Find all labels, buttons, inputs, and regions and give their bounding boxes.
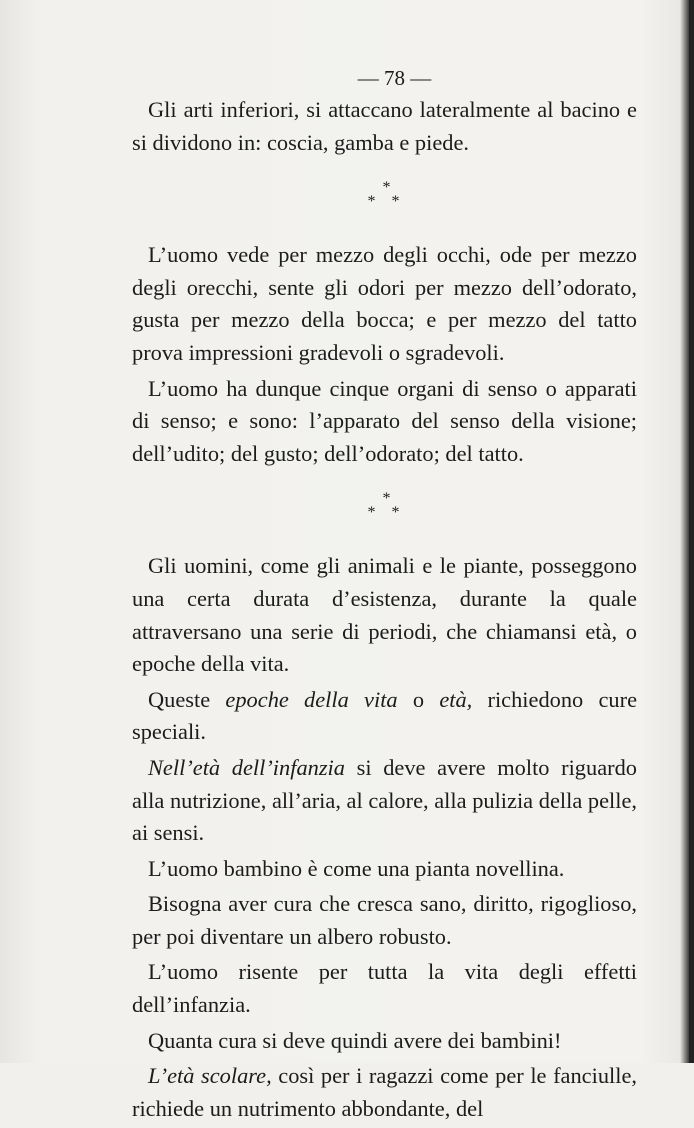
italic-phrase: Nell’età dell’infanzia xyxy=(148,754,345,780)
asterism-top: * xyxy=(382,490,391,508)
paragraph: L’uomo ha dunque cinque organi di senso o apparati di senso; e sono: l’apparato del senso della visione; dell’udito; del gusto; dell’odorato; del tatto. xyxy=(132,375,637,466)
asterism-divider xyxy=(132,492,637,520)
paragraph: Gli arti inferiori, si attaccano lateralmente al bacino e si dividono in: coscia, gamba e piede. xyxy=(132,97,637,155)
asterism-bottom: * * xyxy=(367,504,406,522)
italic-phrase: epoche della vita xyxy=(225,686,398,712)
paragraph xyxy=(132,752,637,850)
text-run: o xyxy=(397,686,440,712)
paragraph: L’uomo risente per tutta la vita degli effetti dell’infanzia. xyxy=(132,959,637,1018)
text-run: Queste xyxy=(148,686,226,712)
text-run: così per i ragazzi come per le fanciulle, richiede un nutrimento abbondante, del xyxy=(132,1063,637,1121)
paragraph: L’uomo bambino è come una pianta novellina. xyxy=(148,855,565,881)
page-number: — 78 — xyxy=(357,66,432,90)
text-run: si deve avere molto riguardo alla nutrizione, all’aria, al calore, alla pulizia della pelle, ai sensi. xyxy=(132,754,637,846)
paragraph xyxy=(132,1060,637,1125)
text-run: richiedono cure speciali. xyxy=(132,686,638,745)
italic-phrase: L’età scolare, xyxy=(148,1063,272,1089)
page-edge xyxy=(689,0,694,1063)
page-text xyxy=(132,62,637,1128)
asterism-top: * xyxy=(382,179,391,197)
paragraph: L’uomo vede per mezzo degli occhi, ode per mezzo degli orecchi, sente gli odori per mezzo dell’odorato, gusta per mezzo della bocca; e per mezzo del tatto prova impressioni gradevoli o sgradevoli. xyxy=(132,242,637,365)
asterism-bottom: * * xyxy=(367,193,406,211)
paragraph: Quanta cura si deve quindi avere dei bambini! xyxy=(148,1027,562,1053)
asterism-divider xyxy=(132,181,637,209)
paragraph xyxy=(132,684,637,749)
italic-phrase: età, xyxy=(439,686,473,712)
paragraph: Bisogna aver cura che cresca sano, diritto, rigoglioso, per poi diventare un albero robusto. xyxy=(132,891,637,949)
paragraph: Gli uomini, come gli animali e le piante, posseggono una certa durata d’esistenza, durante la quale attraversano una serie di periodi, che chiamansi età, o epoche della vita. xyxy=(132,553,637,677)
